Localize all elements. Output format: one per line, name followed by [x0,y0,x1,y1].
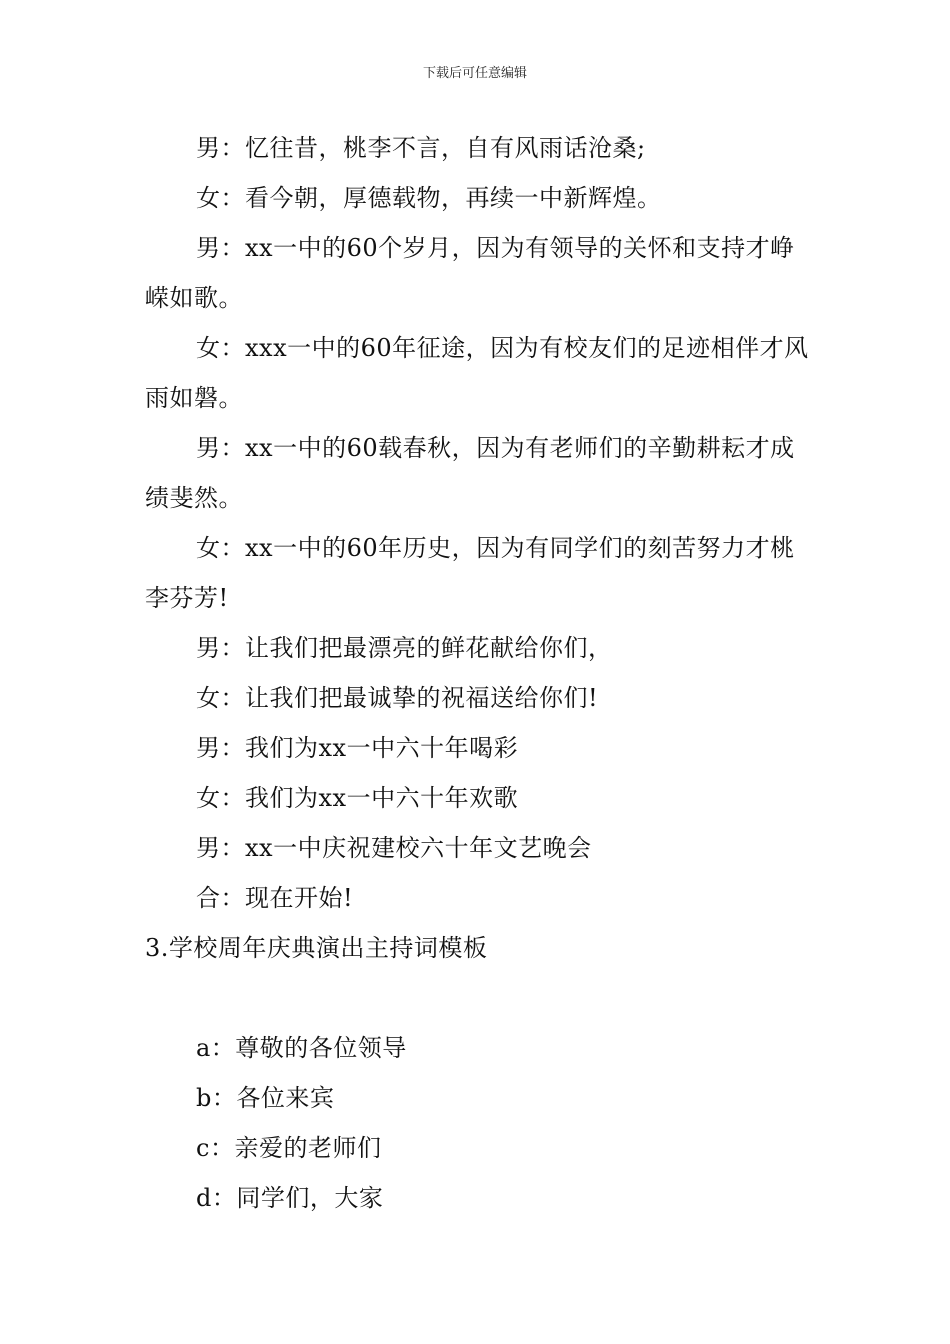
script-line: 男：xx一中的60个岁月，因为有领导的关怀和支持才峥嵘如歌。 [145,234,795,312]
script-line: b：各位来宾 [196,1084,335,1112]
script-line: 男：xx一中庆祝建校六十年文艺晚会 [196,834,592,862]
blank-line [145,973,810,1023]
script-line: 女：xx一中的60年历史，因为有同学们的刻苦努力才桃李芬芳! [145,534,795,612]
script-line: 男：忆往昔，桃李不言，自有风雨话沧桑; [196,134,646,162]
script-line: 女：我们为xx一中六十年欢歌 [196,784,519,812]
script-line: 女：让我们把最诚挚的祝福送给你们! [196,684,599,712]
document-body [145,123,810,1223]
script-line: c：亲爱的老师们 [196,1134,382,1162]
script-line: 男：让我们把最漂亮的鲜花献给你们， [196,634,613,662]
script-line: 合：现在开始! [196,884,354,912]
section-heading: 3.学校周年庆典演出主持词模板 [145,934,488,962]
script-line: 女：xxx一中的60年征途，因为有校友们的足迹相伴才风雨如磐。 [145,334,809,412]
script-line: a：尊敬的各位领导 [196,1034,407,1062]
script-line: 男：xx一中的60载春秋，因为有老师们的辛勤耕耘才成绩斐然。 [145,434,795,512]
script-line: d：同学们，大家 [196,1184,384,1212]
script-line: 女：看今朝，厚德载物，再续一中新辉煌。 [196,184,662,212]
script-line: 男：我们为xx一中六十年喝彩 [196,734,519,762]
page-header: 下载后可任意编辑 [422,66,527,81]
